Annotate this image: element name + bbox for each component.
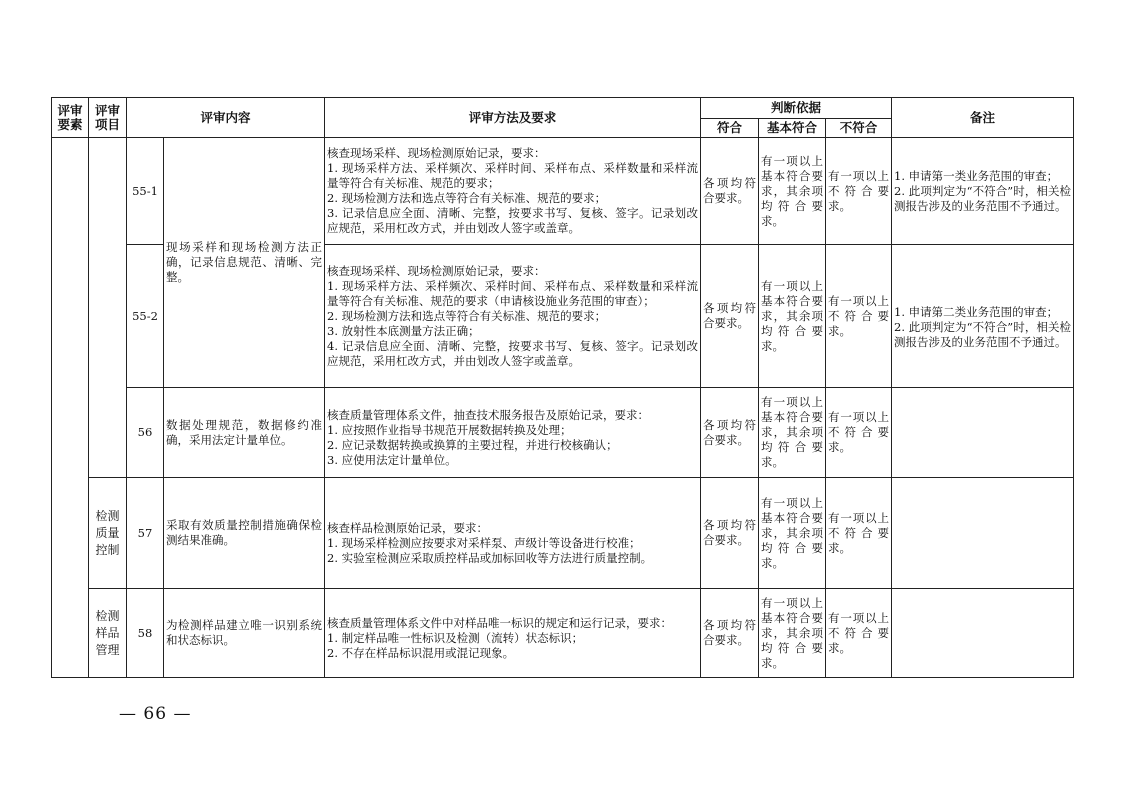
content-cell: 现场采样和现场检测方法正确，记录信息规范、清晰、完整。 <box>164 138 325 388</box>
nonconform-cell: 有一项以上不符合要求。 <box>826 589 892 678</box>
method-cell: 核查现场采样、现场检测原始记录，要求： 1. 现场采样方法、采样频次、采样时间、采样布点、采样数量和采样流量等符合有关标准、规范的要求； 2. 现场检测方法和选点等符合有关标准、规范的要求； 3. 记录信息应全面、清晰、完整，按要求书写、复核、签字。记录划改应规范，采用杠改方式，并由划改人签字或盖章。 <box>325 138 701 245</box>
remark-cell: 1. 申请第一类业务范围的审查； 2. 此项判定为“不符合”时，相关检测报告涉及的业务范围不予通过。 <box>892 138 1074 245</box>
remark-cell <box>892 478 1074 589</box>
header-conform: 符合 <box>701 119 759 138</box>
remark-cell <box>892 388 1074 478</box>
row-number: 55-2 <box>127 245 164 388</box>
conform-cell: 各项均符合要求。 <box>701 589 759 678</box>
row-number: 57 <box>127 478 164 589</box>
remark-cell: 1. 申请第二类业务范围的审查； 2. 此项判定为“不符合”时，相关检测报告涉及的业务范围不予通过。 <box>892 245 1074 388</box>
table-row <box>52 388 1074 478</box>
basic-conform-cell: 有一项以上基本符合要求，其余项均符合要求。 <box>759 589 826 678</box>
row-number: 56 <box>127 388 164 478</box>
header-basis: 判断依据 <box>701 98 892 119</box>
conform-cell: 各项均符合要求。 <box>701 245 759 388</box>
basic-conform-cell: 有一项以上基本符合要求，其余项均符合要求。 <box>759 138 826 245</box>
content-cell: 为检测样品建立唯一识别系统和状态标识。 <box>164 589 325 678</box>
method-cell: 核查样品检测原始记录，要求： 1. 现场采样检测应按要求对采样泵、声级计等设备进行校准； 2. 实验室检测应采取质控样品或加标回收等方法进行质量控制。 <box>325 478 701 589</box>
method-cell: 核查现场采样、现场检测原始记录，要求： 1. 现场采样方法、采样频次、采样时间、采样布点、采样数量和采样流量等符合有关标准、规范的要求（申请核设施业务范围的审查）； 2. 现场检测方法和选点等符合有关标准、规范的要求； 3. 放射性本底测量方法正确； 4. 记录信息应全面、清晰、完整，按要求书写、复核、签字。记录划改应规范，采用杠改方式，并由划改人签字或盖章。 <box>325 245 701 388</box>
row-number: 58 <box>127 589 164 678</box>
nonconform-cell: 有一项以上不符合要求。 <box>826 478 892 589</box>
nonconform-cell: 有一项以上不符合要求。 <box>826 245 892 388</box>
table-row <box>52 478 1074 589</box>
method-cell: 核查质量管理体系文件，抽查技术服务报告及原始记录，要求： 1. 应按照作业指导书规范开展数据转换及处理； 2. 应记录数据转换或换算的主要过程，并进行校核确认； 3. 应使用法定计量单位。 <box>325 388 701 478</box>
table-row <box>52 589 1074 678</box>
page-number: — 66 — <box>119 704 192 724</box>
conform-cell: 各项均符合要求。 <box>701 138 759 245</box>
basic-conform-cell: 有一项以上基本符合要求，其余项均符合要求。 <box>759 388 826 478</box>
review-table <box>51 97 1074 678</box>
header-basic-conform: 基本符合 <box>759 119 826 138</box>
element-cell <box>52 138 89 678</box>
remark-cell <box>892 589 1074 678</box>
item-cell <box>89 138 127 478</box>
header-nonconform: 不符合 <box>826 119 892 138</box>
conform-cell: 各项均符合要求。 <box>701 388 759 478</box>
header-element: 评审要素 <box>52 98 89 138</box>
nonconform-cell: 有一项以上不符合要求。 <box>826 138 892 245</box>
conform-cell: 各项均符合要求。 <box>701 478 759 589</box>
nonconform-cell: 有一项以上不符合要求。 <box>826 388 892 478</box>
item-cell: 检测样品管理 <box>89 589 127 678</box>
basic-conform-cell: 有一项以上基本符合要求，其余项均符合要求。 <box>759 478 826 589</box>
row-number: 55-1 <box>127 138 164 245</box>
header-item: 评审项目 <box>89 98 127 138</box>
item-cell: 检测质量控制 <box>89 478 127 589</box>
table-row <box>52 138 1074 245</box>
basic-conform-cell: 有一项以上基本符合要求，其余项均符合要求。 <box>759 245 826 388</box>
method-cell: 核查质量管理体系文件中对样品唯一标识的规定和运行记录，要求： 1. 制定样品唯一性标识及检测（流转）状态标识； 2. 不存在样品标识混用或混记现象。 <box>325 589 701 678</box>
content-cell: 数据处理规范，数据修约准确，采用法定计量单位。 <box>164 388 325 478</box>
header-method: 评审方法及要求 <box>325 98 701 138</box>
header-content: 评审内容 <box>127 98 325 138</box>
header-remark: 备注 <box>892 98 1074 138</box>
content-cell: 采取有效质量控制措施确保检测结果准确。 <box>164 478 325 589</box>
